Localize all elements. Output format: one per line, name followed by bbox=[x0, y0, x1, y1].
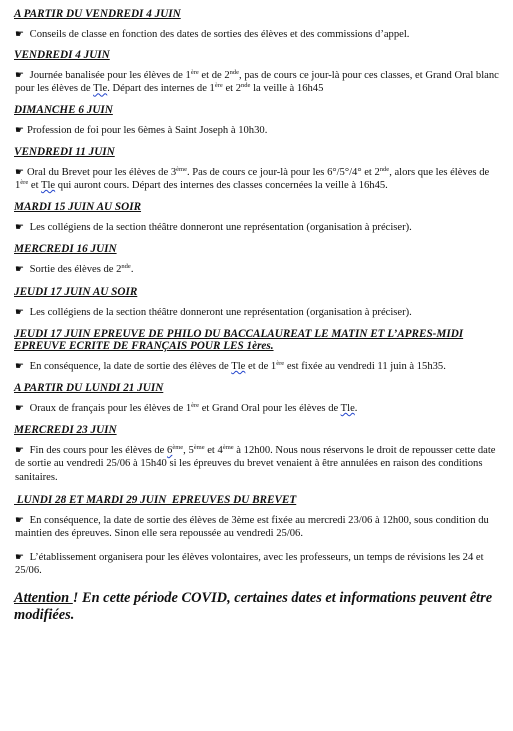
section-heading: MARDI 15 JUIN AU SOIR bbox=[14, 201, 142, 214]
section-text: ☛ Journée banalisée pour les élèves de 1ère et de 2nde, pas de cours ce jour-là pour ces classes, et Grand Oral blanc pour les élèves de Tle. Départ des internes de 1ère et 2nde la veille à 16h45 bbox=[15, 69, 499, 95]
section-text: ☛ L’établissement organisera pour les élèves volontaires, avec les professeurs, un temps de révisions les 24 et 25/06. bbox=[15, 552, 484, 577]
pointing-hand-icon: ☛ bbox=[15, 514, 24, 526]
section-text: ☛ Les collégiens de la section théâtre donneront une représentation (organisation à préciser). bbox=[15, 222, 412, 234]
section-text: ☛ Oraux de français pour les élèves de 1ère et Grand Oral pour les élèves de Tle. bbox=[15, 402, 358, 415]
section-mardi-15-juin bbox=[14, 201, 502, 234]
section-heading: MERCREDI 16 JUIN bbox=[14, 243, 117, 256]
attention-text: ! En cette période COVID, certaines dates et informations peuvent être modifiées. bbox=[14, 589, 493, 623]
pointing-hand-icon: ☛ bbox=[15, 264, 24, 276]
section-text: ☛ Sortie des élèves de 2nde. bbox=[15, 263, 134, 276]
section-heading: MERCREDI 23 JUIN bbox=[14, 424, 117, 437]
pointing-hand-icon: ☛ bbox=[15, 70, 24, 82]
section-text: ☛ Les collégiens de la section théâtre donneront une représentation (organisation à préciser). bbox=[15, 306, 412, 318]
section-vendredi-4-juin bbox=[14, 49, 502, 95]
section-text: ☛ Profession de foi pour les 6èmes à Saint Joseph à 10h30. bbox=[15, 124, 268, 136]
pointing-hand-icon: ☛ bbox=[15, 166, 24, 178]
section-text: ☛ Conseils de classe en fonction des dates de sorties des élèves et des commissions d’appel. bbox=[15, 29, 410, 40]
pointing-hand-icon: ☛ bbox=[15, 360, 24, 372]
section-text: ☛ Fin des cours pour les élèves de 6ème, 5ème et 4ème à 12h00. Nous nous réservons le droit de repousser cette date de sortie au vendredi 25/06 à 15h40 si les épreuves du brevet venaient à être annulées en raison des conditions sanitaires. bbox=[15, 444, 496, 483]
section-mercredi-23-juin bbox=[14, 424, 502, 484]
section-heading: A PARTIR DU LUNDI 21 JUIN bbox=[14, 382, 164, 395]
section-heading: JEUDI 17 JUIN EPREUVE DE PHILO DU BACCALAUREAT LE MATIN ET L’APRES-MIDI EPREUVE ECRITE DE FRANÇAIS POUR LES 1ères. bbox=[14, 327, 464, 353]
section-text: ☛ En conséquence, la date de sortie des élèves de 3ème est fixée au mercredi 23/06 à 12h00, sous condition du maintien des épreuves. Sinon elle sera repoussée au vendredi 25/06. bbox=[15, 514, 489, 540]
pointing-hand-icon: ☛ bbox=[15, 29, 24, 40]
document-page bbox=[14, 8, 502, 624]
covid-attention-notice bbox=[14, 590, 502, 624]
pointing-hand-icon: ☛ bbox=[15, 306, 24, 318]
section-brevet bbox=[14, 494, 502, 578]
section-vendredi-11-juin bbox=[14, 146, 502, 192]
section-text: ☛ En conséquence, la date de sortie des élèves de Tle et de 1ère est fixée au vendredi 11 juin à 15h35. bbox=[15, 359, 446, 372]
section-jeudi-17-juin-soir bbox=[14, 286, 502, 319]
section-heading: A PARTIR DU VENDREDI 4 JUIN bbox=[14, 8, 181, 20]
section-heading: DIMANCHE 6 JUIN bbox=[14, 103, 113, 116]
section-heading: JEUDI 17 JUIN AU SOIR bbox=[14, 285, 138, 298]
section-4-juin-start bbox=[14, 8, 502, 41]
section-mercredi-16-juin bbox=[14, 243, 502, 276]
attention-label: Attention bbox=[14, 589, 73, 606]
pointing-hand-icon: ☛ bbox=[15, 552, 24, 564]
pointing-hand-icon: ☛ bbox=[15, 124, 24, 136]
pointing-hand-icon: ☛ bbox=[15, 445, 24, 457]
section-lundi-21-juin bbox=[14, 382, 502, 415]
section-heading: VENDREDI 4 JUIN bbox=[14, 49, 110, 62]
section-dimanche-6-juin bbox=[14, 104, 502, 137]
section-heading: VENDREDI 11 JUIN bbox=[14, 145, 115, 158]
section-heading: LUNDI 28 ET MARDI 29 JUIN EPREUVES DU BREVET bbox=[14, 493, 297, 506]
section-text: ☛ Oral du Brevet pour les élèves de 3ème. Pas de cours ce jour-là pour les 6°/5°/4° et 2nde, alors que les élèves de 1ère et Tle qui auront cours. Départ des internes des classes concernées la veille à 16h45. bbox=[15, 165, 490, 192]
pointing-hand-icon: ☛ bbox=[15, 403, 24, 415]
section-jeudi-17-juin-bac bbox=[14, 328, 502, 373]
pointing-hand-icon: ☛ bbox=[15, 222, 24, 234]
